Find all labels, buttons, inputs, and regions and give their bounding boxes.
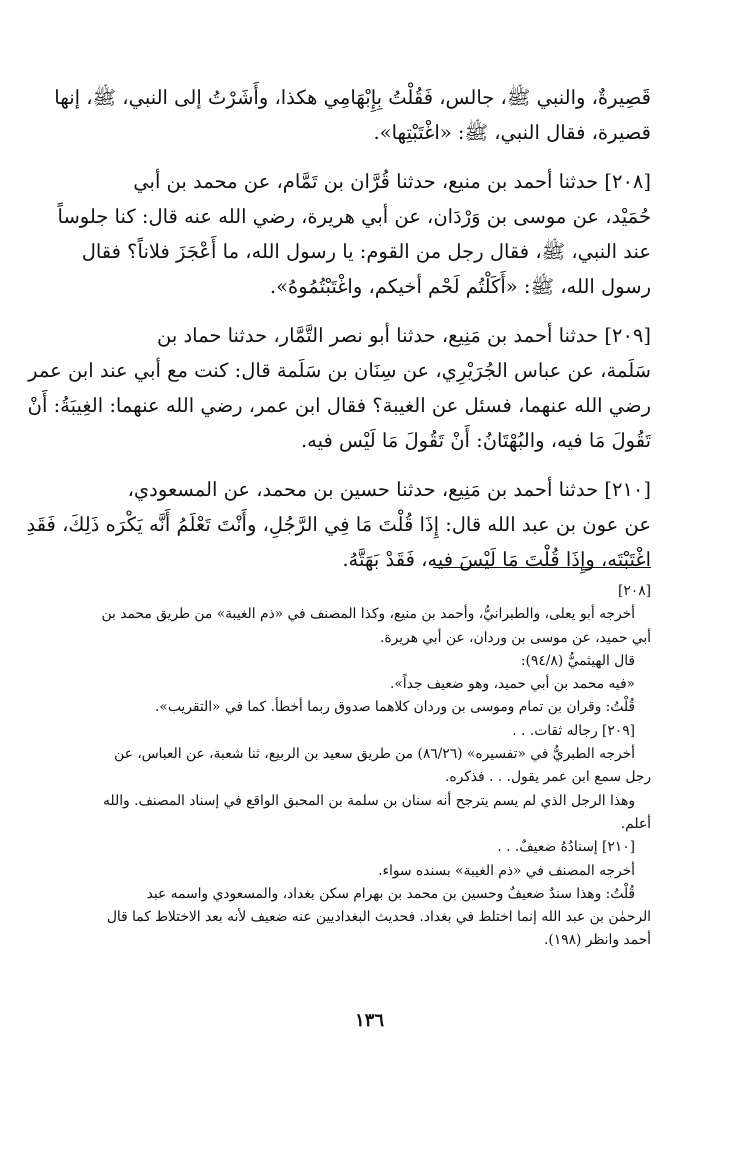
- text-line: [٢١٠] حدثنا أحمد بن مَنِيع، حدثنا حسين بن محمد، عن المسعودي،: [127, 478, 651, 501]
- footnote-line: أخرجه المصنف في «ذم الغيبة» بسنده سواء.: [378, 862, 635, 879]
- text-line: اغْتَبْتَه، وإِذَا قُلْتَ مَا لَيْسَ فيه، فَقَدْ بَهَتَّهُ.: [342, 548, 651, 571]
- page-number: ١٣٦: [354, 1010, 384, 1031]
- footnote-line: قال الهيثميُّ (٩٤/٨):: [520, 652, 635, 669]
- main-text: [26, 80, 651, 591]
- text-line: [٢٠٨] حدثنا أحمد بن منيع، حدثنا قُرَّان بن تَمَّام، عن محمد بن أبي: [133, 170, 651, 193]
- footnote-line: [٢٠٩] رجاله ثقات. . .: [512, 722, 635, 739]
- text-line: تَقُولَ مَا فيه، والبُهْتَانُ: أَنْ تَقُولَ مَا لَيْس فيه.: [300, 429, 651, 452]
- footnote-line: رجل سمع ابن عمر يقول. . . فذكره.: [445, 769, 651, 786]
- text-line: عند النبي، ﷺ، فقال رجل من القوم: يا رسول الله، ما أَعْجَزَ فلاناً؟ فقال: [81, 240, 651, 263]
- footnote-line: قُلْتُ: وهذا سندٌ ضعيفٌ وحسين بن محمد بن بهرام سكن بغداد، والمسعودي واسمه عبد: [146, 885, 635, 902]
- text-line: [٢٠٩] حدثنا أحمد بن مَنِيع، حدثنا أبو نصر التَّمَّار، حدثنا حماد بن: [157, 324, 651, 347]
- hadith-210: [26, 472, 651, 577]
- footnote-line: [٢١٠] إسنادُهُ ضعيفٌ. . .: [497, 839, 635, 856]
- footnote-line: أبي حميد، عن موسى بن وردان، عن أبي هريرة.: [379, 629, 651, 646]
- hadith-208: [57, 164, 651, 304]
- footnote-line: وهذا الرجل الذي لم يسم يترجح أنه سنان بن سلمة بن المحبق الواقع في إسناد المصنف. والله: [103, 792, 635, 809]
- footnote-line: أحمد وانظر (١٩٨).: [543, 932, 651, 949]
- footnotes: [89, 580, 651, 953]
- footnote-line: أخرجه أبو يعلى، والطبرانيُّ، وأحمد بن منيع، وكذا المصنف في «ذم الغيبة» من طريق محمد بن: [101, 606, 635, 623]
- footnote-divider: [433, 567, 651, 568]
- footnote-line: «فيه محمد بن أبي حميد، وهو ضعيف جداً».: [389, 676, 635, 693]
- text-line: عن عون بن عبد الله قال: إِذَا قُلْتَ مَا فِي الرَّجُلِ، وأَنْتَ تَعْلَمُ أَنَّه يَكْرَه ذَلِكَ، فَقَدِ: [26, 513, 651, 536]
- paragraph-intro: [54, 80, 651, 150]
- text-line: قَصِيرةٌ، والنبي ﷺ، جالس، فَقُلْتُ بِإِبْهَامِي هكذا، وأَشَرْتُ إلى النبي، ﷺ، إنها: [54, 86, 651, 109]
- footnote-line: قُلْتُ: وقران بن تمام وموسى بن وردان كلاهما صدوق ربما أخطأ. كما في «التقريب».: [155, 699, 635, 716]
- text-line: حُمَيْد، عن موسى بن وَرْدَان، عن أبي هريرة، رضي الله عنه قال: كنا جلوساً: [57, 205, 651, 228]
- text-line: رضي الله عنهما، فسئل عن الغيبة؟ فقال ابن عمر، رضي الله عنهما: الغِيبَةُ: أَنْ: [27, 394, 651, 417]
- footnote-line: الرحمٰن بن عبد الله إنما اختلط في بغداد. فحديث البغداديين عنه ضعيف لأنه بعد الاختلاط كما قال: [106, 909, 651, 926]
- footnote-line: [٢٠٨]: [617, 583, 651, 599]
- hadith-209: [27, 318, 651, 458]
- footnote-line: أعلم.: [620, 815, 651, 832]
- footnote-line: أخرجه الطبريُّ في «تفسيره» (٨٦/٢٦) من طريق سعيد بن الربيع، ثنا شعبة، عن العباس، عن: [114, 746, 635, 763]
- text-line: رسول الله، ﷺ: «أَكَلْتُم لَحْم أخيكم، واغْتَبْتُمُوهُ».: [269, 275, 651, 298]
- text-line: سَلَمة، عن عباس الجُرَيْرِي، عن سِنَان بن سَلَمة قال: كنت مع أبي عند ابن عمر: [28, 359, 651, 382]
- text-line: قصيرة، فقال النبي، ﷺ: «اغْتَبْتِها».: [373, 121, 651, 144]
